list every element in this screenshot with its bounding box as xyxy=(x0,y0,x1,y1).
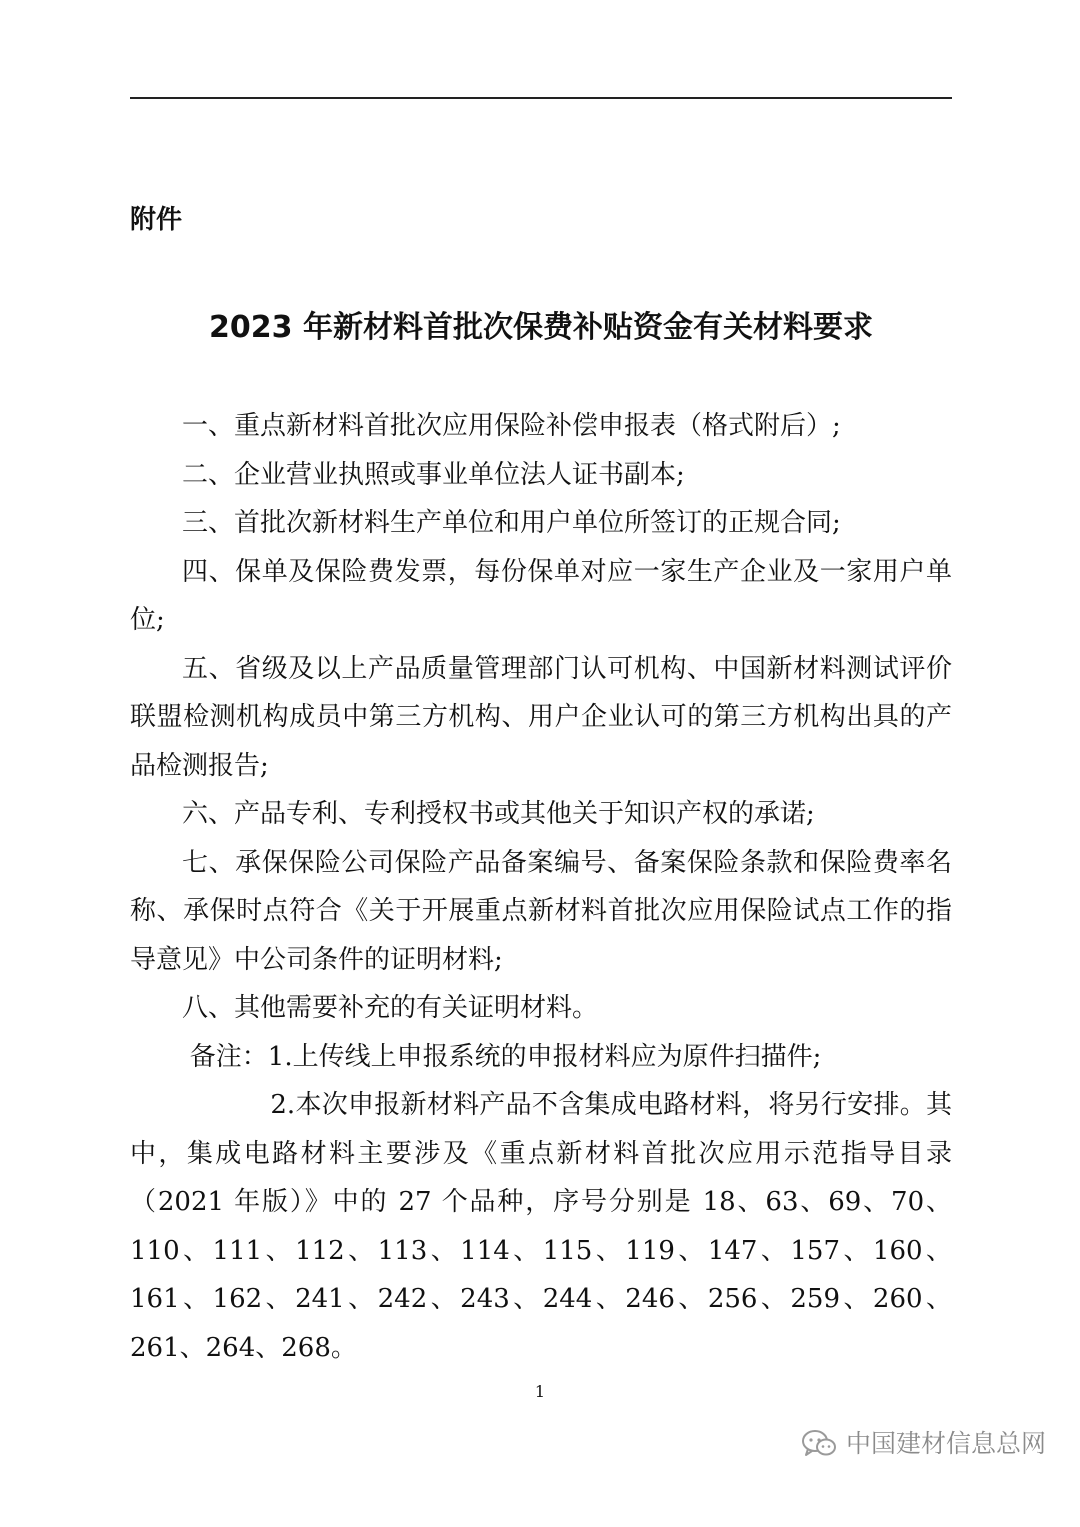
page-number: 1 xyxy=(534,1382,546,1401)
list-item: 六、产品专利、专利授权书或其他关于知识产权的承诺; xyxy=(182,799,815,829)
attachment-label: 附件 xyxy=(130,205,183,235)
watermark xyxy=(800,1424,1046,1464)
wechat-icon xyxy=(800,1428,838,1460)
list-item: 二、企业营业执照或事业单位法人证书副本; xyxy=(182,459,685,490)
list-item: 五、省级及以上产品质量管理部门认可机构、中国新材料测试评价联盟检测机构成员中第三方机构、用户企业认可的第三方机构出具的产品检测报告; xyxy=(130,653,952,781)
note-2: 2.本次申报新材料产品不含集成电路材料，将另行安排。其中，集成电路材料主要涉及《重点新材料首批次应用示范指导目录（2021 年版）》中的 27 个品种，序号分别是 18、63、69、70、110、111、112、113、114、115、119、147、157、160、161、162、241、242、243、244、246、256、259、260、261、264、268。 xyxy=(130,1090,952,1363)
list-item: 一、重点新材料首批次应用保险补偿申报表（格式附后）; xyxy=(182,411,841,441)
note-1: 备注：1.上传线上申报系统的申报材料应为原件扫描件; xyxy=(189,1041,822,1072)
list-item: 三、首批次新材料生产单位和用户单位所签订的正规合同; xyxy=(182,508,841,538)
document-body xyxy=(130,402,952,1372)
document-title: 2023 年新材料首批次保费补贴资金有关材料要求 xyxy=(209,310,873,345)
list-item: 七、承保保险公司保险产品备案编号、备案保险条款和保险费率名称、承保时点符合《关于开展重点新材料首批次应用保险试点工作的指导意见》中公司条件的证明材料; xyxy=(130,847,952,975)
watermark-text: 中国建材信息总网 xyxy=(845,1429,1046,1458)
top-divider xyxy=(130,97,952,99)
list-item: 四、保单及保险费发票，每份保单对应一家生产企业及一家用户单位; xyxy=(130,556,952,635)
list-item: 八、其他需要补充的有关证明材料。 xyxy=(182,993,599,1023)
